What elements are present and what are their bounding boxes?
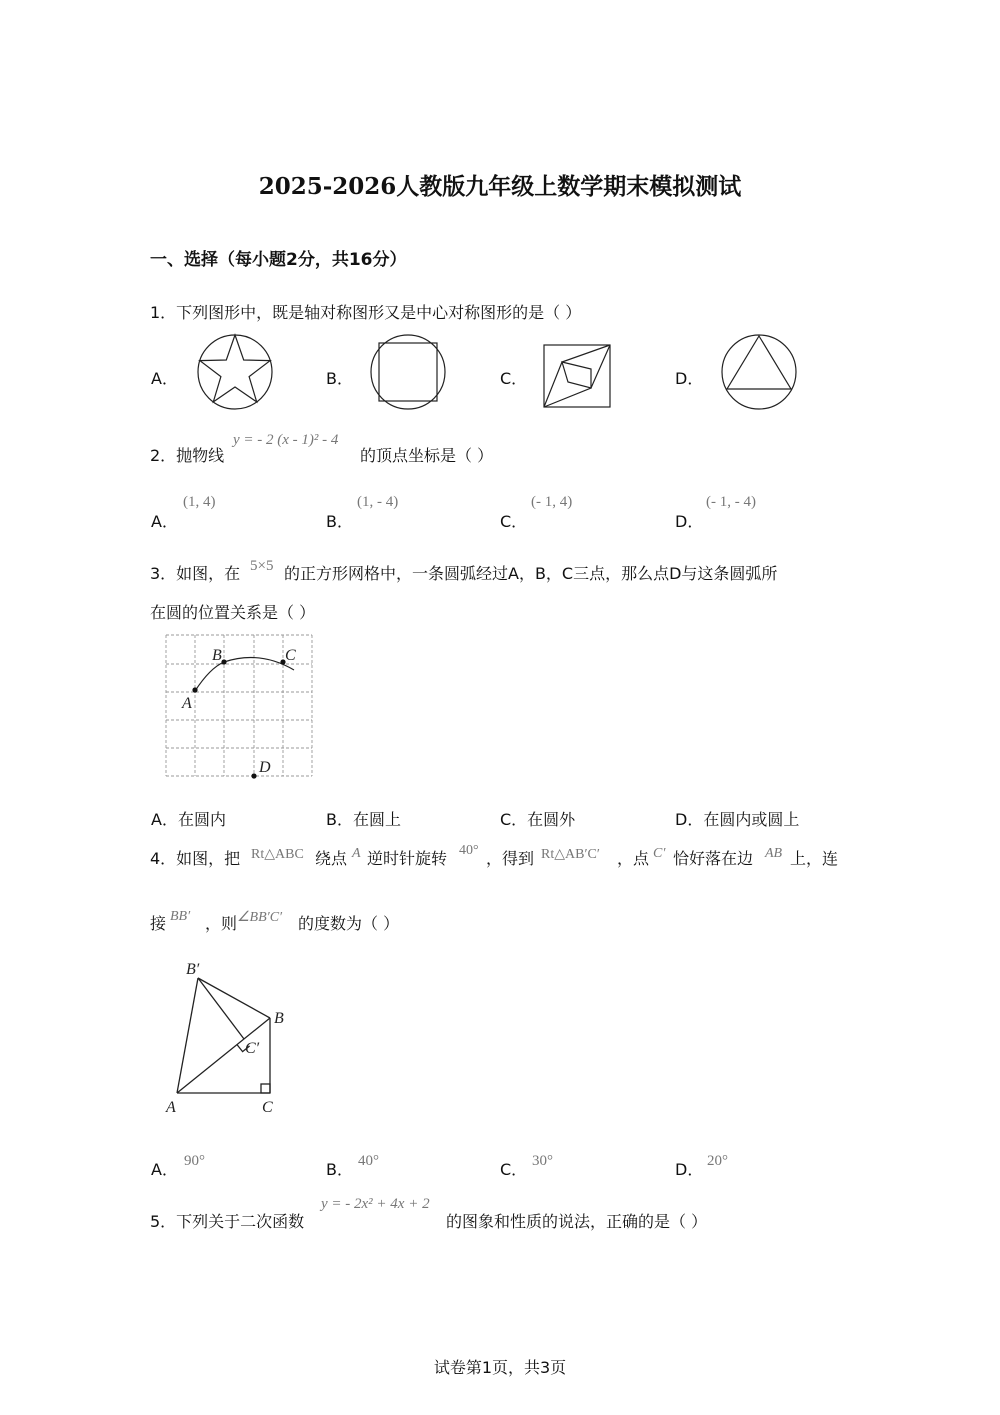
question-4-math-ab: AB [765, 846, 783, 861]
question-4-part6: 恰好落在边 [673, 849, 754, 868]
point-c-label-q4: C [262, 1099, 273, 1116]
question-3-prefix: 3．如图，在 [150, 564, 241, 583]
point-a-label: A [182, 695, 192, 712]
question-4-part7: 上，连 [790, 849, 839, 868]
q4-option-a-label: A． [151, 1160, 178, 1179]
q1-option-b-label: B． [326, 369, 353, 388]
q2-option-d-value: (- 1, - 4) [706, 494, 756, 510]
q2-option-d-label: D． [675, 512, 704, 531]
q2-option-c-label: C． [500, 512, 528, 531]
circle-square-figure [368, 332, 448, 412]
question-3-line1: 的正方形网格中，一条圆弧经过A，B，C三点，那么点D与这条圆弧所 [284, 564, 778, 583]
question-4-part2: 绕点 [315, 849, 348, 868]
q2-option-b-label: B． [326, 512, 353, 531]
question-3-grid-size: 5×5 [250, 558, 274, 574]
point-b-prime-label: B′ [186, 961, 200, 978]
question-5-formula: y = - 2x² + 4x + 2 [321, 1196, 430, 1212]
question-4-part3: 逆时针旋转 [367, 849, 448, 868]
question-4-math-c-prime: C′ [653, 846, 666, 861]
q4-option-d-value: 20° [707, 1153, 728, 1169]
q4-option-b-label: B． [326, 1160, 353, 1179]
q2-option-a-value: (1, 4) [183, 494, 216, 510]
question-4-math-a: A [352, 846, 361, 861]
point-d-label: D [259, 759, 271, 776]
question-1-stem: 1．下列图形中，既是轴对称图形又是中心对称图形的是（ ） [150, 303, 582, 322]
grid-arc-figure [160, 630, 320, 782]
point-c-prime-label: C′ [245, 1040, 260, 1057]
rotated-triangle-figure [160, 955, 300, 1120]
point-a-label-q4: A [166, 1099, 176, 1116]
section-heading: 一、选择（每小题2分，共16分） [150, 250, 407, 270]
q3-option-c: C．在圆外 [500, 810, 576, 829]
q1-option-c-label: C． [500, 369, 528, 388]
q1-option-a-label: A． [151, 369, 178, 388]
question-4-math-rt-abc-prime: Rt△AB′C′ [541, 847, 600, 862]
q2-option-c-value: (- 1, 4) [531, 494, 573, 510]
q4-option-d-label: D． [675, 1160, 704, 1179]
question-5-prefix: 5．下列关于二次函数 [150, 1212, 305, 1231]
page-footer: 试卷第1页，共3页 [433, 1358, 567, 1377]
q4-option-a-value: 90° [184, 1153, 205, 1169]
question-4-part10: 的度数为（ ） [298, 914, 400, 933]
q1-option-d-label: D． [675, 369, 704, 388]
q3-option-d: D．在圆内或圆上 [675, 810, 800, 829]
page-title: 2025-2026人教版九年级上数学期末模拟测试 [258, 173, 742, 200]
point-c-label: C [285, 647, 296, 664]
question-4-math-angle-bbc: ∠BB′C′ [237, 910, 283, 925]
q4-option-b-value: 40° [358, 1153, 379, 1169]
circle-triangle-figure [719, 332, 799, 412]
question-4-part1: 4．如图，把 [150, 849, 241, 868]
question-3-line2: 在圆的位置关系是（ ） [150, 603, 316, 622]
point-b-label: B [212, 647, 222, 664]
question-4-part4: ，得到 [486, 849, 535, 868]
question-4-part5: ，点 [617, 849, 650, 868]
pinwheel-square-figure [541, 342, 613, 410]
circle-star-figure [195, 332, 275, 412]
question-4-part8: 接 [150, 914, 167, 933]
q3-option-b: B．在圆上 [326, 810, 401, 829]
question-4-math-angle: 40° [459, 843, 479, 858]
q4-option-c-label: C． [500, 1160, 528, 1179]
q2-option-b-value: (1, - 4) [357, 494, 399, 510]
q3-option-a: A．在圆内 [151, 810, 226, 829]
question-4-math-bb-prime: BB′ [170, 909, 191, 924]
question-2-suffix: 的顶点坐标是（ ） [360, 446, 494, 465]
question-4-math-rt-abc: Rt△ABC [251, 847, 304, 862]
question-5-suffix: 的图象和性质的说法，正确的是（ ） [446, 1212, 708, 1231]
question-2-formula: y = - 2 (x - 1)² - 4 [233, 432, 339, 448]
question-2-prefix: 2．抛物线 [150, 446, 225, 465]
q2-option-a-label: A． [151, 512, 178, 531]
point-b-label-q4: B [274, 1010, 284, 1027]
question-4-part9: ，则 [205, 914, 238, 933]
q4-option-c-value: 30° [532, 1153, 553, 1169]
